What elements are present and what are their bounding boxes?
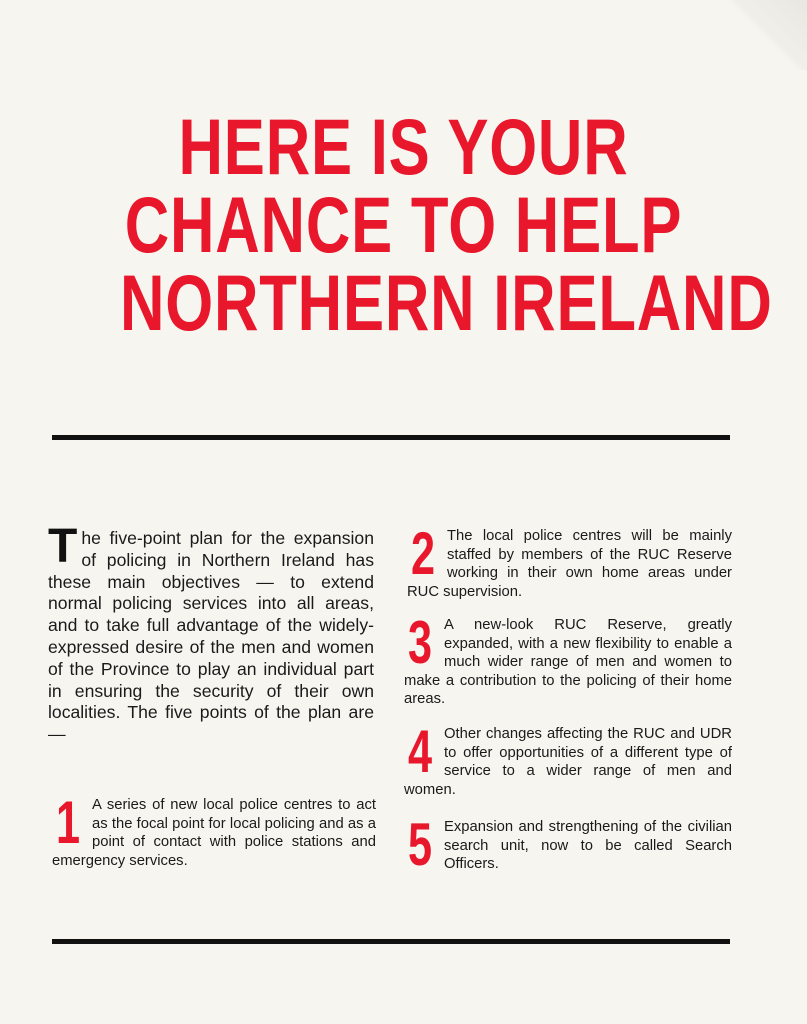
point-text: A series of new local police centres to act as the focal point for local policing and as a point of contact with police stations and emergency services. xyxy=(52,797,376,869)
headline-line-1: HERE IS YOUR xyxy=(178,102,629,191)
point-number: 4 xyxy=(408,718,433,785)
folded-corner xyxy=(717,0,807,70)
headline xyxy=(119,102,773,347)
headline-line-3: NORTHERN IRELAND xyxy=(119,258,773,347)
point-number: 3 xyxy=(408,609,433,676)
point-text: A new-look RUC Reserve, greatly expanded, with a new flexibility to enable a much wider range of men and women to make a contribution to the policing of their home areas. xyxy=(404,617,732,708)
bottom-divider xyxy=(52,939,730,944)
plan-point-1 xyxy=(52,789,376,870)
headline-line-2: CHANCE TO HELP xyxy=(124,180,683,269)
point-number: 2 xyxy=(411,520,436,587)
plan-point-4 xyxy=(404,718,732,799)
intro-paragraph xyxy=(48,520,374,746)
drop-cap: T xyxy=(48,520,78,573)
intro-text: he five-point plan for the expansion of policing in Northern Ireland has these main objectives — to extend normal policing services into all areas, and to take full advantage of the widely-expressed desire of the men and women of the Province to play an individual part in ensuring the security of their own localities. The five points of the plan are— xyxy=(48,528,374,745)
top-divider xyxy=(52,435,730,440)
point-text: The local police centres will be mainly staffed by members of the RUC Reserve working in their own home areas under RUC supervision. xyxy=(407,528,732,600)
point-number: 5 xyxy=(408,811,433,878)
plan-point-5 xyxy=(404,811,732,878)
plan-point-2 xyxy=(407,520,732,601)
point-text: Expansion and strengthening of the civilian search unit, now to be called Search Officers. xyxy=(444,819,732,873)
plan-point-3 xyxy=(404,609,732,709)
point-number: 1 xyxy=(56,789,81,856)
point-text: Other changes affecting the RUC and UDR to offer opportunities of a different type of service to a wider range of men and women. xyxy=(404,726,732,798)
